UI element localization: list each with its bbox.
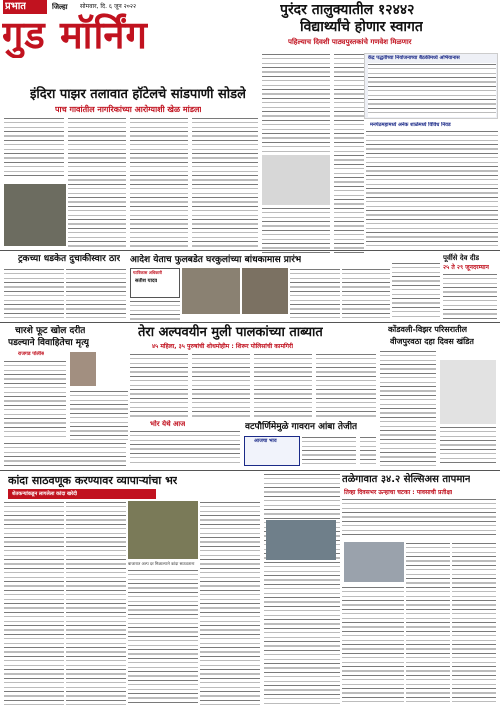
top-right-box-text: [368, 63, 496, 117]
bottom-a-subhead: शेतकऱ्यांकडून लागलेला कांदा खरेदी: [12, 491, 78, 497]
row3-b-subhead: ४५ महिला, ३५ पुरुषांची शोधमोहीम : शिरूर पोलिसांची कामगिरी: [152, 343, 293, 350]
story-b-box-title: गटविकास अधिकारी: [133, 270, 163, 275]
bottom-a-col-4: [200, 501, 260, 705]
story-a-col-2: [66, 268, 126, 320]
story-b-col-4: [392, 262, 440, 320]
row3-a-photo: [70, 352, 96, 386]
row3-a-col-2: [70, 390, 128, 440]
masthead-logo-text: प्रभात: [5, 1, 27, 12]
bottom-b-col-1: [342, 498, 496, 538]
top-right-col-2: [334, 53, 364, 253]
lead-subhead: पाच गावांतील नागरिकांच्या आरोग्याशी खेळ मांडला: [55, 105, 202, 114]
divider-row-4: [0, 470, 500, 471]
bottom-b-col-3: [452, 542, 496, 705]
row3-d-price-box-title: आजचा भाव: [254, 438, 277, 444]
lead-headline: इंदिरा पाझर तलावात हॉटेलचे सांडपाणी सोडले: [30, 87, 246, 102]
story-a-col-1: [4, 268, 64, 320]
row3-a-quote: [4, 442, 126, 466]
story-b-col-3: [342, 268, 390, 320]
row3-c-col-1: [380, 350, 436, 466]
bottom-b-col-2: [406, 542, 450, 705]
bottom-a-caption: बाजारात अल्प दर मिळाल्याने कांदा साठवताना: [128, 561, 195, 566]
top-right-box-title: केंद्र पद्धतीच्या नियोजनाच्या बैठकीमध्ये अभियानास: [368, 55, 460, 61]
bottom-b-headline: तळेगावात ३४.२ सेल्सिअस तापमान: [342, 474, 471, 485]
divider-row-2: [0, 250, 500, 251]
bottom-b-photo: [344, 542, 404, 582]
row3-a-headline-1: चारशे फूट खोल दरीत: [15, 326, 86, 336]
story-c-subhead: २५ ते २९ जूनदरम्यान: [443, 264, 489, 271]
bottom-b-col-4: [342, 586, 404, 705]
row3-b-col-2: [192, 353, 250, 417]
divider-row-3: [0, 322, 500, 323]
top-right-subhead: पहिल्याच दिवशी पाठ्यपुस्तकांचे गणवेश मिळणार: [288, 38, 412, 46]
row3-box-text: [130, 430, 240, 466]
top-right-sub-story-title: मनपेठमहामध्ये अनेक शाळेमध्ये विविध निवड: [370, 122, 451, 128]
top-right-col-3: [366, 130, 498, 252]
row3-c-illustration: [440, 360, 496, 424]
bottom-mid-col-1: [264, 473, 340, 705]
story-b-headline: आदेश येताच फुलबडेत घरकुलांच्या बांधकामास प्रारंभ: [130, 255, 302, 265]
row3-b-col-4: [316, 353, 376, 417]
row3-b-col-3: [254, 353, 312, 417]
row3-c-headline-1: कोंडवली-विझर परिसरातील: [388, 325, 468, 334]
lead-col-2: [130, 117, 188, 247]
story-b-col-2: [290, 268, 340, 320]
story-c-col: [443, 273, 497, 320]
lead-col-3: [192, 117, 258, 247]
row3-d-col-1: [302, 436, 356, 466]
story-b-photo-1: [182, 268, 240, 314]
bottom-a-col-1: [4, 501, 64, 705]
top-right-headline-2: विद्यार्थ्यांचे होणार स्वागत: [300, 19, 423, 35]
bottom-a-col-2: [66, 501, 126, 705]
story-b-photo-2: [242, 268, 288, 314]
masthead-title: गुड मॉर्निंग: [2, 13, 148, 57]
row3-d-headline: वटपौर्णिमेमुळे गावरान आंबा तेजीत: [245, 422, 358, 432]
top-right-photo: [262, 155, 330, 205]
story-c-headline: पूर्वीसे देव दीड: [443, 254, 480, 262]
row3-c-col-2: [440, 426, 496, 466]
row3-a-headline-2: पडल्याने विवाहितेचा मृत्यू: [8, 338, 90, 348]
lead-photo: [4, 184, 66, 246]
row3-d-col-2: [360, 436, 376, 466]
story-a-headline: ट्रकच्या धडकेत दुचाकीस्वार ठार: [18, 254, 121, 264]
top-right-col-1: [262, 53, 330, 253]
row3-c-headline-2: वीजपुरवठा दहा दिवस खंडित: [390, 337, 474, 346]
bottom-a-headline: कांदा साठवणूक करण्यावर व्यापाऱ्यांचा भर: [8, 474, 178, 487]
lead-col-1: [68, 117, 126, 247]
row3-b-headline: तेरा अल्पवयीन मुली पालकांच्या ताब्यात: [138, 325, 323, 340]
masthead: [0, 0, 262, 58]
bottom-mid-photo: [266, 520, 336, 560]
row3-a-box-title: राजगड पोलीस: [18, 351, 45, 357]
row3-b-col-1: [130, 353, 188, 417]
bottom-b-subhead: तिव्हा दिवसभर ऊन्हाचा चटका : पावसाची प्रतीक्षा: [344, 489, 453, 496]
row3-a-col-1: [4, 360, 66, 440]
story-b-col-1: [130, 300, 180, 322]
lead-intro: [4, 117, 64, 179]
row3-box-title: भोर येथे आज: [150, 420, 186, 428]
story-b-box-name: सतीश यादव: [135, 278, 158, 284]
masthead-date: सोमवार, दि. ६ जून २०२२: [80, 3, 137, 10]
bottom-a-photo: [128, 501, 198, 559]
masthead-edition: जिल्हा: [52, 3, 68, 11]
top-right-headline-1: पुरंदर तालुक्यातील १२४४२: [280, 2, 415, 18]
bottom-a-col-3: [128, 569, 198, 705]
